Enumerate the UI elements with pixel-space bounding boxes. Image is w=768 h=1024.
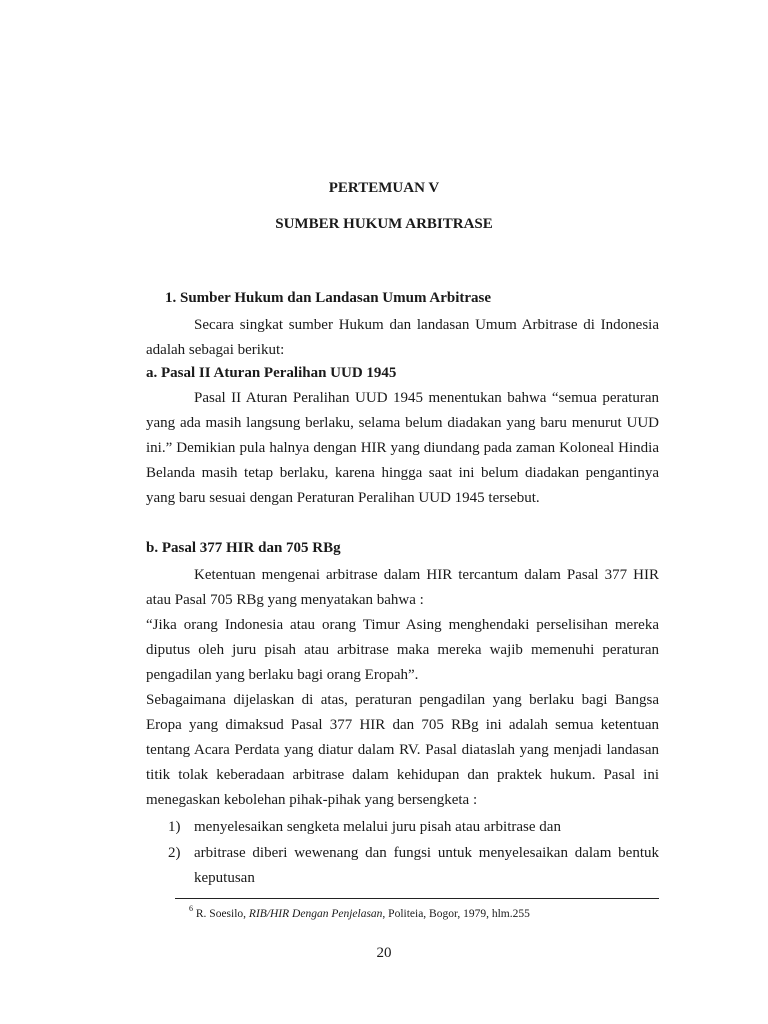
list-item-text: arbitrase diberi wewenang dan fungsi untuk menyelesaikan dalam bentuk keputusan (194, 845, 659, 886)
footnote-divider (175, 898, 659, 899)
chapter-title: SUMBER HUKUM ARBITRASE (275, 216, 493, 232)
list-item-number: 2) (168, 845, 181, 861)
subsection-b-paragraph: Ketentuan mengenai arbitrase dalam HIR tercantum dalam Pasal 377 HIR atau Pasal 705 RBg yang menyatakan bahwa : (146, 567, 659, 608)
explanation-paragraph: Sebagaimana dijelaskan di atas, peraturan pengadilan yang berlaku bagi Bangsa Eropa yang dimaksud Pasal 377 HIR dan 705 RBg ini adalah semua ketentuan tentang Acara Perdata yang diatur dalam RV. Pasal diataslah yang menjadi landasan titik tolak keberadaan arbitrase dalam kehidupan dan praktek hukum. Pasal ini menegaskan kebolehan pihak-pihak yang bersengketa : (146, 692, 659, 808)
footnote-rest: , Politeia, Bogor, 1979, hlm.255 (382, 907, 530, 920)
section-heading: 1. Sumber Hukum dan Landasan Umum Arbitrase (165, 290, 492, 306)
chapter-label: PERTEMUAN V (328, 180, 440, 196)
footnote (189, 905, 530, 920)
list-item (146, 815, 659, 840)
subsection-b-block (146, 563, 659, 813)
subsection-a-heading: a. Pasal II Aturan Peralihan UUD 1945 (146, 365, 397, 381)
list-item-text: menyelesaikan sengketa melalui juru pisah atau arbitrase dan (194, 819, 561, 835)
list-item (146, 841, 659, 891)
footnote-marker: 6 (189, 904, 193, 913)
list-item-number: 1) (168, 819, 181, 835)
subsection-a-paragraph: Pasal II Aturan Peralihan UUD 1945 menentukan bahwa “semua peraturan yang ada masih langsung berlaku, selama belum diadakan yang baru menurut UUD ini.” Demikian pula halnya dengan HIR yang diundang pada zaman Koloneal Hindia Belanda masih tetap berlaku, karena hingga saat ini belum diadakan pengantinya yang baru sesuai dengan Peraturan Peralihan UUD 1945 tersebut. (146, 390, 659, 506)
subsection-b-heading: b. Pasal 377 HIR dan 705 RBg (146, 540, 341, 556)
subsection-a-block (146, 386, 659, 511)
page-number: 20 (376, 945, 392, 961)
footnote-title: RIB/HIR Dengan Penjelasan (248, 907, 383, 920)
quote-paragraph: “Jika orang Indonesia atau orang Timur Asing menghendaki perselisihan mereka diputus oleh juru pisah atau arbitrase maka mereka wajib memenuhi peraturan pengadilan yang berlaku bagi orang Eropah”. (146, 617, 659, 683)
section-intro-paragraph: Secara singkat sumber Hukum dan landasan Umum Arbitrase di Indonesia adalah sebagai berikut: (146, 317, 659, 358)
footnote-author: R. Soesilo, (195, 907, 247, 920)
section-intro-block (146, 313, 659, 363)
